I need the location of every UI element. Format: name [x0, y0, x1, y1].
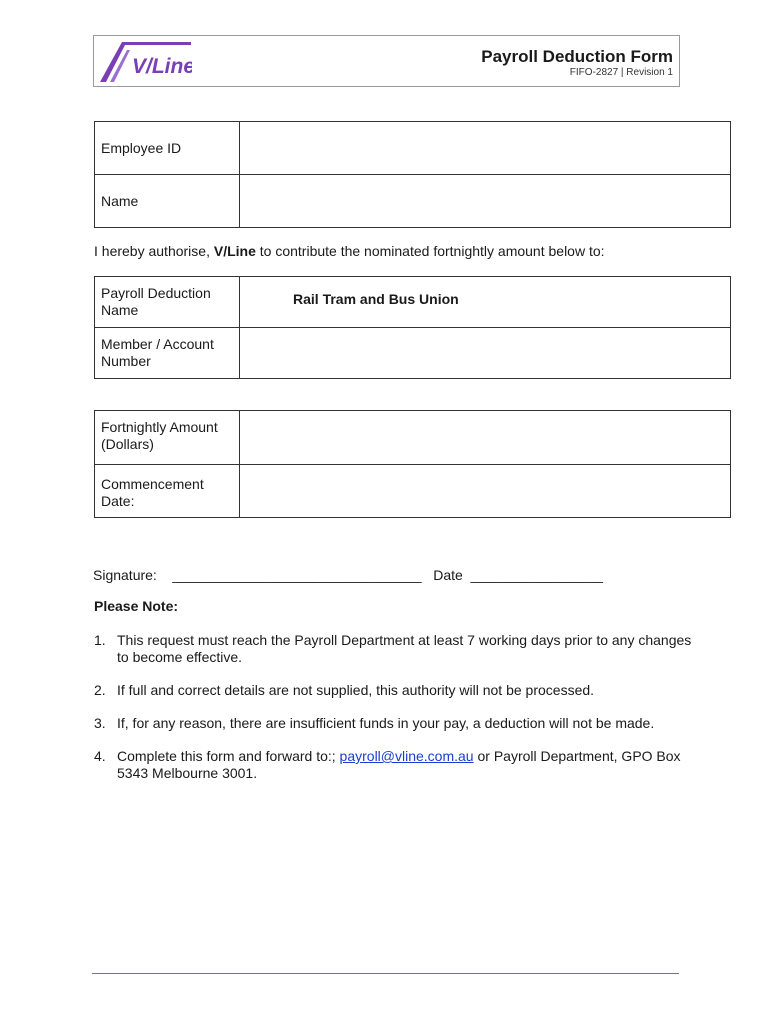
employee-id-field[interactable] [240, 122, 731, 175]
notes-list [94, 632, 694, 798]
vline-logo [96, 38, 192, 84]
name-label: Name [95, 175, 240, 228]
employee-table [94, 121, 731, 228]
table-row [95, 122, 731, 175]
table-row [95, 277, 731, 328]
deduction-name-label: Payroll Deduction Name [95, 277, 240, 328]
note-text: If, for any reason, there are insufficient funds in your pay, a deduction will not be made. [117, 715, 655, 731]
fortnightly-amount-field[interactable] [240, 411, 731, 465]
form-header [93, 35, 680, 87]
authorise-company: V/Line [213, 243, 256, 259]
form-revision: FIFO-2827 | Revision 1 [569, 67, 673, 78]
authorise-statement [94, 243, 605, 259]
list-item [94, 715, 694, 732]
form-title: Payroll Deduction Form [481, 47, 673, 66]
list-item [94, 682, 694, 699]
notes-title: Please Note: [94, 598, 179, 614]
list-item [94, 748, 694, 782]
table-row [95, 465, 731, 518]
logo-text: V/Line [132, 55, 192, 78]
table-row [95, 328, 731, 379]
note-number: 3. [94, 715, 106, 731]
note-text: If full and correct details are not supplied, this authority will not be processed. [117, 682, 595, 698]
amount-table [94, 410, 731, 518]
commencement-date-label: Commencement Date: [95, 465, 240, 518]
member-account-field[interactable] [240, 328, 731, 379]
note-text-before: Complete this form and forward to:; [117, 748, 340, 764]
table-row [95, 411, 731, 465]
employee-id-label: Employee ID [95, 122, 240, 175]
footer-divider [92, 973, 679, 974]
deduction-table [94, 276, 731, 379]
member-account-label: Member / Account Number [95, 328, 240, 379]
note-text-after: or Payroll Department, GPO Box 5343 Melbourne 3001. [117, 748, 681, 781]
table-row [95, 175, 731, 228]
list-item [94, 632, 694, 666]
fortnightly-amount-label: Fortnightly Amount (Dollars) [95, 411, 240, 465]
name-field[interactable] [240, 175, 731, 228]
payroll-email-link[interactable]: payroll@vline.com.au [339, 748, 474, 764]
note-number: 4. [94, 748, 106, 764]
note-text: This request must reach the Payroll Department at least 7 working days prior to any changes to become effective. [117, 632, 692, 665]
commencement-date-field[interactable] [240, 465, 731, 518]
authorise-suffix: to contribute the nominated fortnightly amount below to: [255, 243, 605, 259]
deduction-name-field[interactable]: Rail Tram and Bus Union [240, 277, 731, 328]
note-number: 2. [94, 682, 106, 698]
signature-date-line[interactable]: Signature: ________________________________ Date _________________ [93, 567, 603, 583]
authorise-prefix: I hereby authorise, [94, 243, 214, 259]
note-number: 1. [94, 632, 106, 648]
